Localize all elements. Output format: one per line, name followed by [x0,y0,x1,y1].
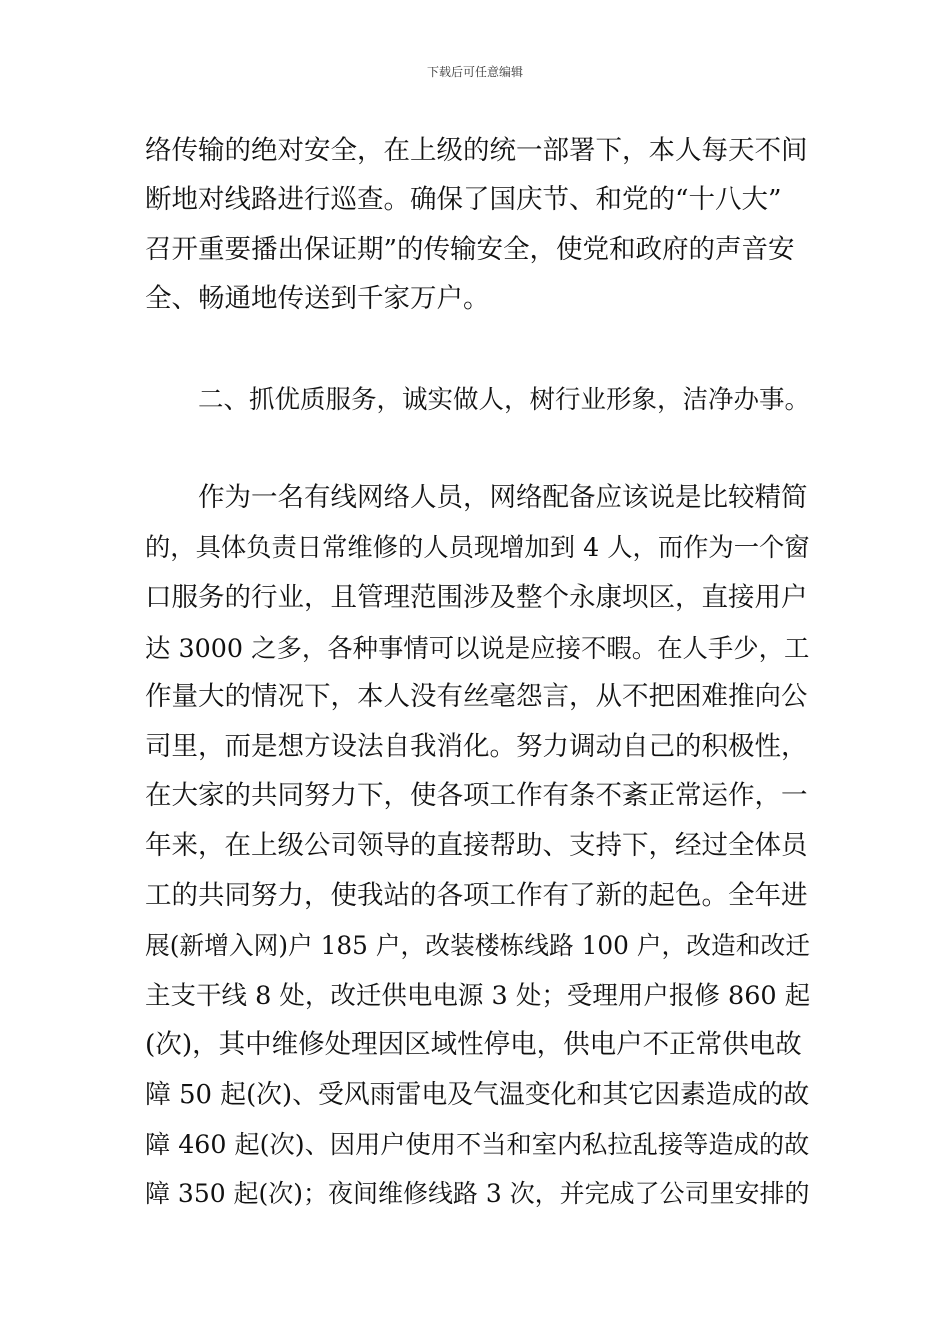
paragraph-line: (次)，其中维修处理因区域性停电，供电户不正常供电故 [145,1029,802,1060]
paragraph-line: 障 350 起(次)；夜间维修线路 3 次，并完成了公司里安排的 [145,1179,810,1208]
paragraph-line: 断地对线路进行巡查。确保了国庆节、和党的“十八大” [145,184,782,215]
paragraph-line: 的，具体负责日常维修的人员现增加到 4 人，而作为一个窗 [145,533,810,562]
paragraph-line: 达 3000 之多，各种事情可以说是应接不暇。在人手少，工 [145,633,810,663]
paragraph-line: 工的共同努力，使我站的各项工作有了新的起色。全年进 [145,880,808,911]
paragraph-line: 口服务的行业，且管理范围涉及整个永康坝区，直接用户 [145,582,808,613]
paragraph-line: 在大家的共同努力下，使各项工作有条不紊正常运作，一 [145,780,808,811]
paragraph-line: 召开重要播出保证期”的传输安全，使党和政府的声音安 [145,234,795,265]
paragraph-line: 络传输的绝对安全，在上级的统一部署下，本人每天不间 [145,135,808,166]
paragraph-line: 主支干线 8 处，改迁供电电源 3 处；受理用户报修 860 起 [145,981,811,1011]
page-header-note: 下载后可任意编辑 [426,65,523,79]
paragraph-line: 司里，而是想方设法自我消化。努力调动自己的积极性， [145,731,808,762]
paragraph-line: 全、畅通地传送到千家万户。 [145,283,490,314]
paragraph-line: 年来，在上级公司领导的直接帮助、支持下，经过全体员 [145,830,808,861]
paragraph-line: 作量大的情况下，本人没有丝毫怨言，从不把困难推向公 [145,681,808,712]
section-heading: 二、抓优质服务，诚实做人，树行业形象，洁净办事。 [198,385,811,415]
paragraph-line: 障 460 起(次)、因用户使用不当和室内私拉乱接等造成的故 [145,1130,810,1159]
paragraph-line: 作为一名有线网络人员，网络配备应该说是比较精简 [198,482,808,513]
paragraph-line: 展(新增入网)户 185 户，改装楼栋线路 100 户，改造和改迁 [145,931,811,960]
paragraph-line: 障 50 起(次)、受风雨雷电及气温变化和其它因素造成的故 [145,1080,810,1110]
